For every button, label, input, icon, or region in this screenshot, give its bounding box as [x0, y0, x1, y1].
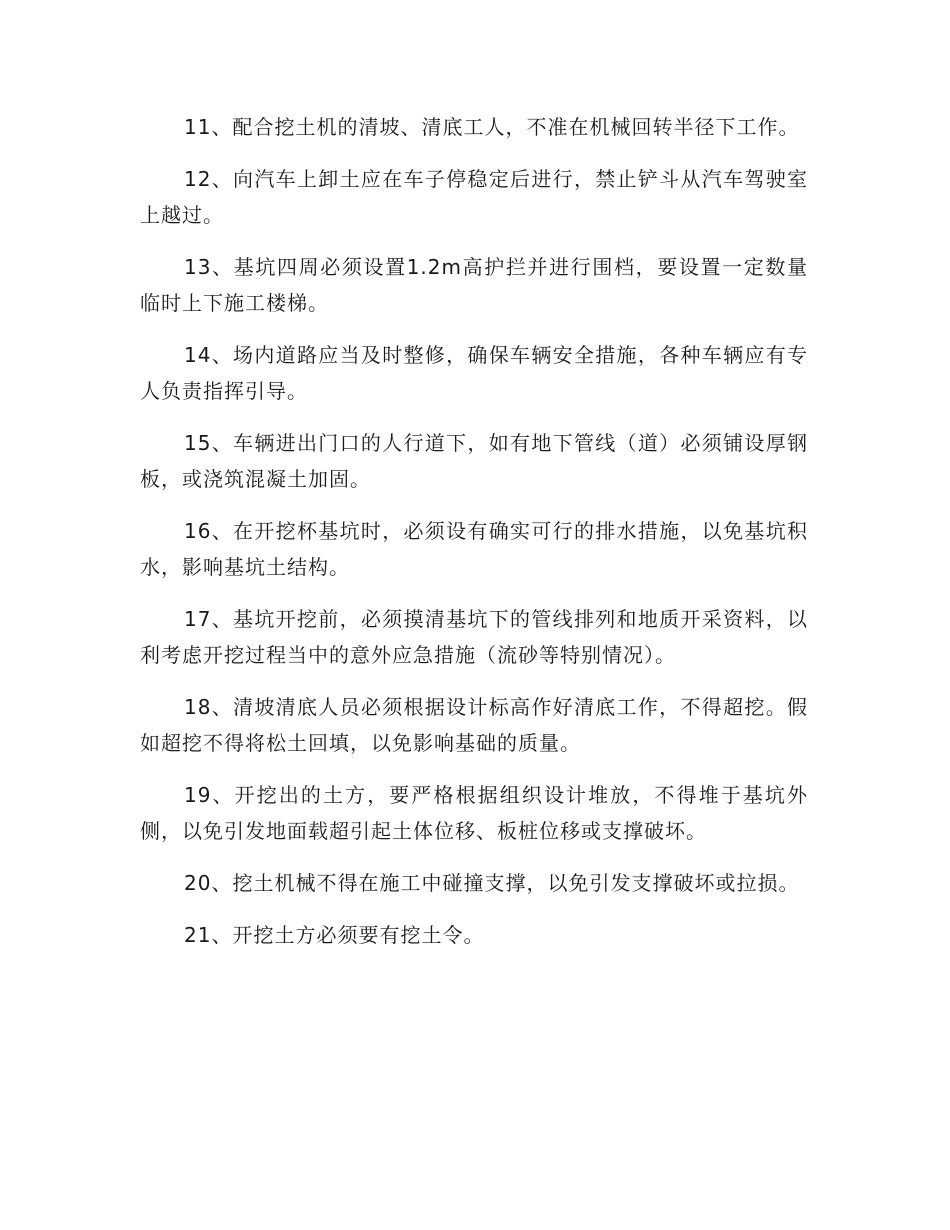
paragraph-20: 20、挖土机械不得在施工中碰撞支撑，以免引发支撑破坏或拉损。	[184, 871, 800, 895]
paragraph-11: 11、配合挖土机的清坡、清底工人，不准在机械回转半径下工作。	[184, 115, 800, 139]
paragraph-19: 19、开挖出的土方，要严格根据组织设计堆放，不得堆于基坑外侧，以免引发地面载超引起土体位移、板桩位移或支撑破坏。	[140, 783, 808, 843]
paragraph-17: 17、基坑开挖前，必须摸清基坑下的管线排列和地质开采资料，以利考虑开挖过程当中的意外应急措施（流砂等特别情况）。	[140, 607, 808, 667]
document-body	[140, 109, 808, 969]
paragraph-21: 21、开挖土方必须要有挖土令。	[184, 923, 485, 947]
paragraph-16: 16、在开挖杯基坑时，必须设有确实可行的排水措施，以免基坑积水，影响基坑土结构。	[140, 519, 808, 579]
paragraph-13: 13、基坑四周必须设置1.2m高护拦并进行围档，要设置一定数量临时上下施工楼梯。	[140, 255, 808, 315]
paragraph-15: 15、车辆进出门口的人行道下，如有地下管线（道）必须铺设厚钢板，或浇筑混凝土加固。	[140, 431, 808, 491]
paragraph-14: 14、场内道路应当及时整修，确保车辆安全措施，各种车辆应有专人负责指挥引导。	[140, 343, 808, 403]
paragraph-12: 12、向汽车上卸土应在车子停稳定后进行，禁止铲斗从汽车驾驶室上越过。	[140, 167, 808, 227]
paragraph-18: 18、清坡清底人员必须根据设计标高作好清底工作，不得超挖。假如超挖不得将松土回填，以免影响基础的质量。	[140, 695, 808, 755]
